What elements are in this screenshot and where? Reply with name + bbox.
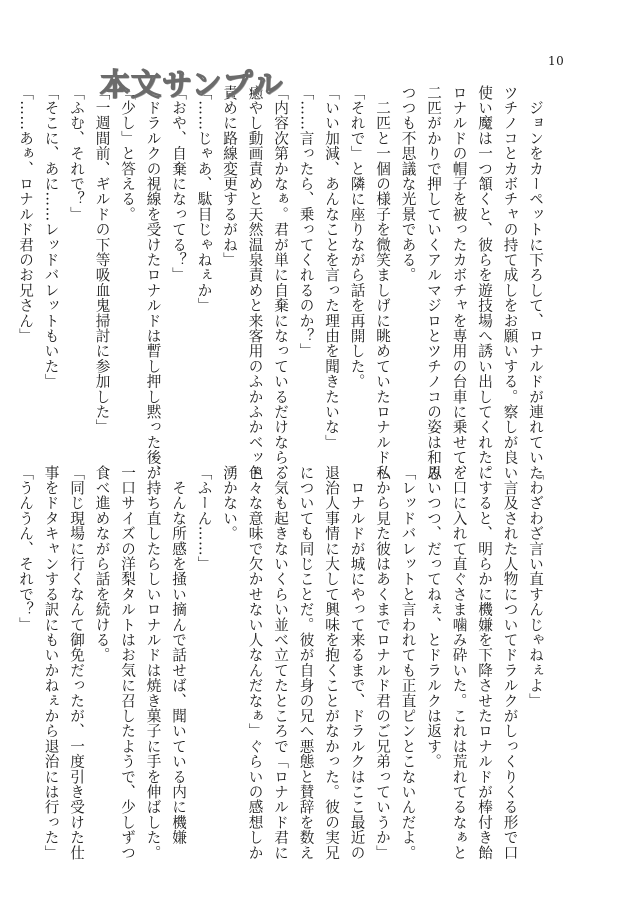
text-line: ドラルクの視線を受けたロナルドは暫し押し黙った後、 xyxy=(144,85,162,481)
text-line: 癒やし動画責めと天然温泉責めと来客用のふかふかベッド xyxy=(246,85,264,481)
text-line: 湧かない。 xyxy=(221,465,238,541)
text-line: 「少し」と答える。 xyxy=(119,85,136,222)
text-line: 「……言ったら、乗ってくれるのか？」 xyxy=(297,85,315,359)
text-line: 一口サイズの洋梨タルトはお気に召したようで、少しずつ xyxy=(119,465,136,861)
text-line: ジョンをカーペットに下ろして、ロナルドが連れていた xyxy=(527,85,544,481)
text-line: 色々な意味で欠かせない人なんだなぁ」ぐらいの感想しか xyxy=(246,465,264,861)
text-line: 「……じゃあ、駄目じゃねぇか」 xyxy=(195,85,213,313)
text-line: 「一週間前、ギルドの下等吸血鬼掃討に参加した」 xyxy=(93,85,111,435)
text-line: 「レッドバレットと言われても正直ピンとこないんだよ。 xyxy=(399,465,417,861)
text-line: 「同じ現場に行くなんて御免だったが、一度引き受けた仕 xyxy=(68,465,85,861)
text-line: 言及された人物についてドラルクがしっくりくる形で口 xyxy=(501,465,519,861)
text-line: る気も起きないくらい並べ立てたところで「ロナルド君に xyxy=(272,465,289,861)
text-line: が持ち直したらしいロナルドは焼き菓子に手を伸ばした。 xyxy=(144,465,162,861)
text-line: 「そこに、あに……レッドバレットもいた」 xyxy=(42,85,60,389)
text-line: 使い魔は一つ頷くと、彼らを遊技場へ誘い出してくれた。 xyxy=(476,85,493,481)
text-line: 二匹がかりで押していくアルマジロとツチノコの姿は和み xyxy=(425,85,442,481)
text-line: ロナルドの帽子を被ったカボチャを専用の台車に乗せて、 xyxy=(450,85,468,481)
text-line: 食べ進めながら話を続ける。 xyxy=(93,465,111,663)
text-line: 私から見た彼はあくまでロナルド君のご兄弟っていうか」 xyxy=(374,465,391,861)
text-line: 「それで」と隣に座りながら話を再開した。 xyxy=(348,85,366,389)
text-line: 思いつつ、だってねぇ、とドラルクは返す。 xyxy=(425,465,442,769)
text-line: 「おや、自棄になってる？」 xyxy=(170,85,187,283)
text-line: 「ふむ、それで？」 xyxy=(68,85,85,222)
text-line: にすると、明らかに機嫌を下降させたロナルドが棒付き飴 xyxy=(476,465,493,861)
text-line: そんな所感を掻い摘んで話せば、聞いている内に機嫌 xyxy=(170,465,187,845)
text-line: 二匹と一個の様子を微笑ましげに眺めていたロナルドへ xyxy=(374,85,391,481)
text-line: 退治人事情に大して興味を抱くことがなかった。彼の実兄 xyxy=(323,465,340,861)
text-line: 「わざわざ言い直すんじゃねぇよ」 xyxy=(527,465,544,709)
text-line: 事をドタキャンする訳にもいかねぇから退治には行った」 xyxy=(42,465,60,861)
text-line: ツチノコとカボチャの持て成しをお願いする。察しが良い xyxy=(501,85,519,481)
text-line: 「いい加減、あんなことを言った理由を聞きたいな」 xyxy=(323,85,340,450)
upper-text-block xyxy=(17,85,548,481)
text-line: 責めに路線変更するがね」 xyxy=(221,85,238,268)
sample-watermark: 本文サンプル xyxy=(100,68,284,103)
text-line: 「ふーん……」 xyxy=(195,465,213,572)
text-line: を口に入れて直ぐさま噛み砕いた。これは荒れてるなぁと xyxy=(450,465,468,861)
text-line: 「うんうん、それで？」 xyxy=(17,465,34,633)
lower-text-block xyxy=(17,465,548,861)
text-line: 「内容次第かなぁ。君が単に自棄になっているだけなら、 xyxy=(272,85,289,481)
page-number: 10 xyxy=(548,54,565,68)
text-line: つつも不思議な光景である。 xyxy=(399,85,417,283)
text-line: 「……あぁ、ロナルド君のお兄さん」 xyxy=(17,85,34,344)
text-line: ロナルドが城にやって来るまで、ドラルクはここ最近の xyxy=(348,465,366,861)
text-line: についても同じことだ。彼が自身の兄へ悪態と賛辞を数え xyxy=(297,465,315,861)
